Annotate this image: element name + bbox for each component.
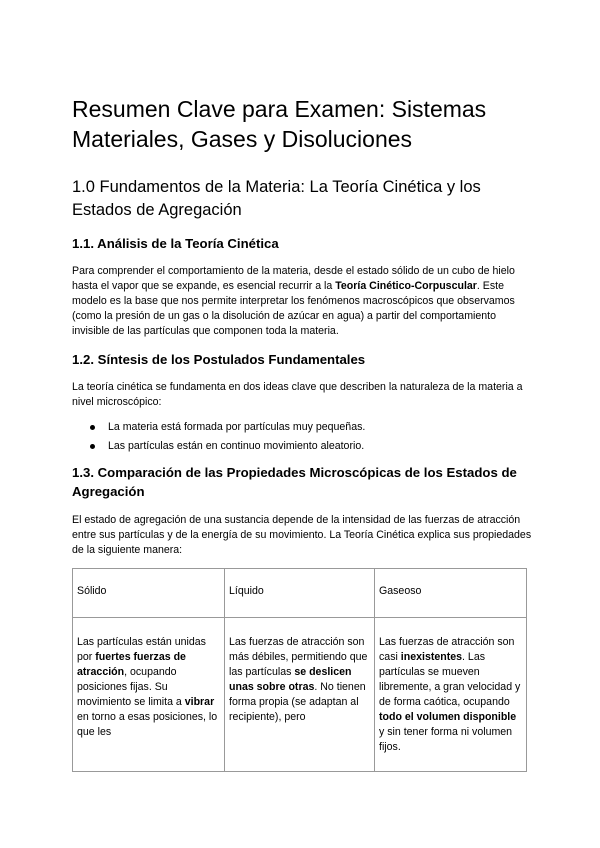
- header-liquido: Líquido: [225, 569, 375, 618]
- header-gaseoso: Gaseoso: [375, 569, 527, 618]
- table-header-row: [73, 569, 527, 618]
- section-heading-1-2: 1.2. Síntesis de los Postulados Fundamentales: [72, 352, 366, 367]
- cell-bold: inexistentes: [400, 651, 463, 663]
- paragraph-1-2: La teoría cinética se fundamenta en dos ideas clave que describen la naturaleza de la materia a nivel microscópico:: [72, 381, 523, 408]
- cell-bold: vibrar: [184, 696, 215, 708]
- postulates-list: [72, 420, 532, 458]
- table-row: [73, 618, 527, 772]
- bullet-icon: [90, 425, 95, 430]
- paragraph-1-1-bold: Teoría Cinético-Corpuscular: [335, 280, 477, 292]
- cell-bold: fuertes fuerzas de atracción: [77, 651, 186, 678]
- section-heading-1-3: 1.3. Comparación de las Propiedades Microscópicas de los Estados de Agregación: [72, 465, 517, 499]
- cell-gaseoso: [375, 618, 527, 772]
- bullet-icon: [90, 444, 95, 449]
- cell-text: Las fuerzas de atracción son más débiles, permitiendo que las partículas: [229, 636, 368, 678]
- header-solido: Sólido: [73, 569, 225, 618]
- paragraph-1-1-text-b: . Este modelo es la base que nos permite interpretar los fenómenos macroscópicos que observamos (como la presión de un gas o la disolución de azúcar en agua) a partir del comportamiento invisible de las partículas que componen toda la materia.: [72, 280, 515, 337]
- states-comparison-table: [72, 568, 527, 772]
- cell-text: Las partículas están unidas por: [77, 636, 206, 663]
- cell-liquido: [225, 618, 375, 772]
- cell-text: en torno a esas posiciones, lo que les: [77, 711, 218, 738]
- list-item-text: Las partículas están en continuo movimiento aleatorio.: [108, 440, 365, 452]
- cell-text: . No tienen forma propia (se adaptan al recipiente), pero: [229, 681, 366, 723]
- list-item: [72, 439, 532, 454]
- document-title: Resumen Clave para Examen: Sistemas Materiales, Gases y Disoluciones: [72, 96, 487, 152]
- cell-text: y sin tener forma ni volumen fijos.: [379, 726, 513, 753]
- cell-text: . Las partículas se mueven libremente, a gran velocidad y de forma caótica, ocupando: [379, 651, 521, 708]
- list-item: [72, 420, 532, 435]
- cell-bold: todo el volumen disponible: [379, 711, 517, 723]
- cell-text: , ocupando posiciones fijas. Su movimiento se limita a: [77, 666, 185, 708]
- cell-bold: se deslicen unas sobre otras: [229, 666, 352, 693]
- list-item-text: La materia está formada por partículas muy pequeñas.: [108, 421, 366, 433]
- section-heading-1-1: 1.1. Análisis de la Teoría Cinética: [72, 236, 279, 251]
- cell-text: Las fuerzas de atracción son casi: [379, 636, 515, 663]
- section-heading-1-0: 1.0 Fundamentos de la Materia: La Teoría Cinética y los Estados de Agregación: [72, 178, 481, 219]
- cell-solido: [73, 618, 225, 772]
- paragraph-1-1: [72, 264, 532, 339]
- paragraph-1-1-text-a: Para comprender el comportamiento de la materia, desde el estado sólido de un cubo de hielo hasta el vapor que se expande, es esencial recurrir a la: [72, 265, 515, 292]
- paragraph-1-3: El estado de agregación de una sustancia depende de la intensidad de las fuerzas de atracción entre sus partículas y de la energía de su movimiento. La Teoría Cinética explica sus propiedades de la siguiente manera:: [72, 514, 532, 556]
